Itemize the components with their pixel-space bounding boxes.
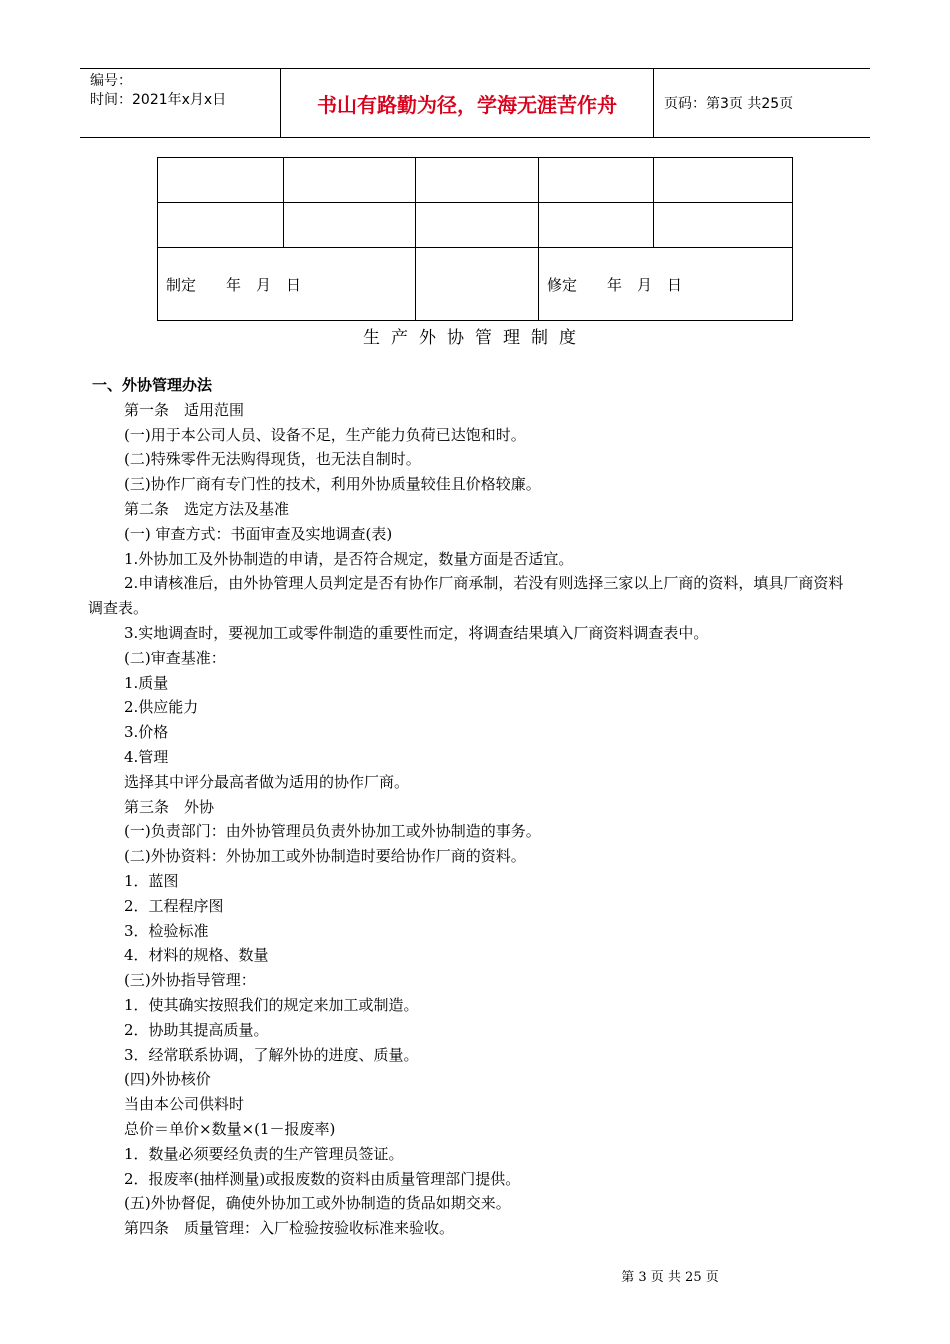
document-title: 生产外协管理制度 xyxy=(363,328,587,348)
article-heading: 第二条 选定方法及基准 xyxy=(124,499,290,518)
body-line: (二)外协资料：外协加工或外协制造时要给协作厂商的资料。 xyxy=(124,847,526,866)
formula-line: 总价＝单价×数量×(1－报废率) xyxy=(124,1119,336,1138)
body-line: 选择其中评分最高者做为适用的协作厂商。 xyxy=(124,772,410,791)
article-heading: 第三条 外协 xyxy=(124,797,215,816)
body-line: (二)特殊零件无法购得现货，也无法自制时。 xyxy=(124,450,421,469)
body-line: 1.质量 xyxy=(124,673,169,692)
body-line: (一)负责部门：由外协管理员负责外协加工或外协制造的事务。 xyxy=(124,822,541,841)
body-line: 2.供应能力 xyxy=(124,698,199,717)
document-body xyxy=(88,373,858,1241)
body-line: (三)协作厂商有专门性的技术，利用外协质量较佳且价格较廉。 xyxy=(124,475,541,494)
body-line: 3.价格 xyxy=(124,723,169,742)
article-heading: 第一条 适用范围 xyxy=(124,400,245,419)
body-line: 当由本公司供料时 xyxy=(124,1095,245,1114)
body-line: (二)审查基准： xyxy=(124,648,226,667)
body-line: 1.外协加工及外协制造的申请，是否符合规定，数量方面是否适宜。 xyxy=(124,549,574,568)
control-table-row xyxy=(158,158,793,203)
document-number-label: 编号： xyxy=(90,73,132,89)
body-line: 3．经常联系协调，了解外协的进度、质量。 xyxy=(124,1045,419,1064)
body-line: (一)用于本公司人员、设备不足，生产能力负荷已达饱和时。 xyxy=(124,425,526,444)
body-line: 1．使其确实按照我们的规定来加工或制造。 xyxy=(124,995,419,1014)
body-line: 4．材料的规格、数量 xyxy=(124,946,269,965)
body-line: (三)外协指导管理： xyxy=(124,971,256,990)
blank-cell xyxy=(416,248,539,321)
revised-date-cell: 修定 年 月 日 xyxy=(539,248,793,321)
section-heading: 一、外协管理办法 xyxy=(92,376,213,394)
header-page-label: 页码：第3页 共25页 xyxy=(664,96,794,112)
body-line: 3．检验标准 xyxy=(124,921,209,940)
body-line: 4.管理 xyxy=(124,747,169,766)
page-header xyxy=(80,68,870,138)
body-line: 1．数量必须要经负责的生产管理员签证。 xyxy=(124,1144,404,1163)
body-line: 1．蓝图 xyxy=(124,871,179,890)
body-line: (四)外协核价 xyxy=(124,1070,211,1089)
made-date-cell: 制定 年 月 日 xyxy=(158,248,416,321)
document-time-label: 时间：2021年x月x日 xyxy=(90,92,227,108)
header-slogan: 书山有路勤为径，学海无涯苦作舟 xyxy=(281,69,654,137)
body-line: 2．报废率(抽样测量)或报废数的资料由质量管理部门提供。 xyxy=(124,1169,521,1188)
control-table-row xyxy=(158,203,793,248)
body-line: (五)外协督促，确使外协加工或外协制造的货品如期交来。 xyxy=(124,1194,511,1213)
page-footer: 第 3 页 共 25 页 xyxy=(621,1270,719,1285)
body-line: (一) 审查方式：书面审查及实地调查(表) xyxy=(124,524,393,543)
body-line: 2．工程程序图 xyxy=(124,896,224,915)
body-line: 2.申请核准后，由外协管理人员判定是否有协作厂商承制，若没有则选择三家以上厂商的资料，填具厂商资料调查表。 xyxy=(88,574,844,618)
body-line: 2．协助其提高质量。 xyxy=(124,1020,269,1039)
control-table xyxy=(157,157,793,321)
header-meta xyxy=(80,69,281,137)
body-line: 3.实地调查时，要视加工或零件制造的重要性而定，将调查结果填入厂商资料调查表中。 xyxy=(124,623,709,642)
article-heading: 第四条 质量管理：入厂检验按验收标准来验收。 xyxy=(124,1219,455,1238)
control-table-row xyxy=(158,248,793,321)
